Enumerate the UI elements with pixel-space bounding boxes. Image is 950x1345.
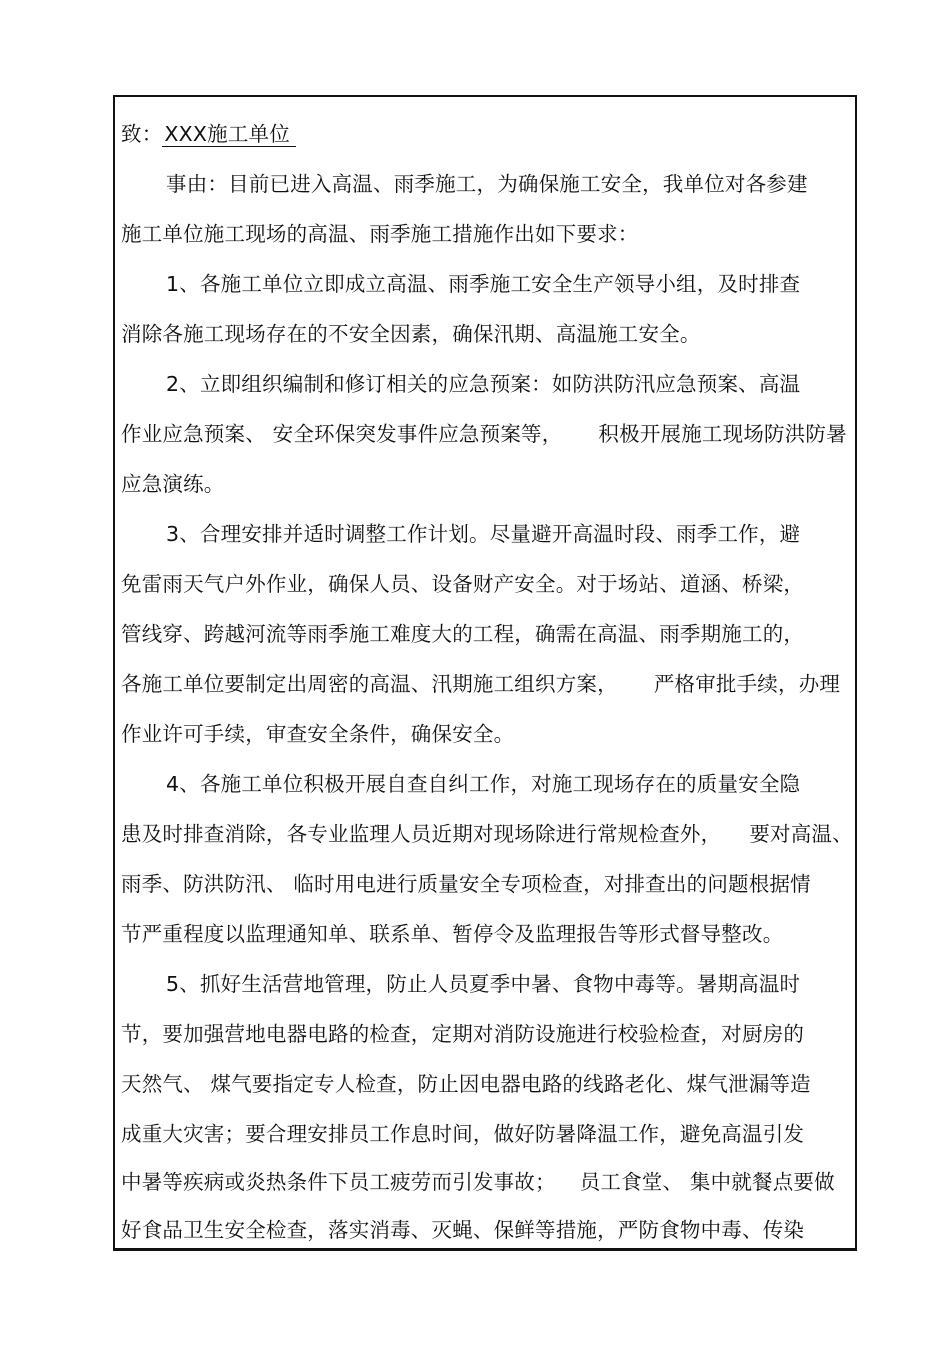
item4-line-4: 节严重程度以监理通知单、联系单、暂停令及监理报告等形式督导整改。: [121, 922, 784, 946]
item5-line-5-part-b: 员工食堂、 集中就餐点要做: [579, 1170, 835, 1194]
item5-line-6: 好食品卫生安全检查，落实消毒、灭蝇、保鲜等措施，严防食物中毒、传染: [121, 1218, 805, 1242]
item4-line-2-part-b: 要对高温、: [749, 822, 853, 846]
addressee-name: XXX施工单位: [162, 122, 296, 147]
item2-line-2-part-a: 作业应急预案、 安全环保突发事件应急预案等，: [121, 422, 563, 446]
reason-line-1: 事由：目前已进入高温、雨季施工，为确保施工安全，我单位对各参建: [166, 172, 808, 196]
item4-line-3: 雨季、防洪防汛、 临时用电进行质量安全专项检查，对排查出的问题根据情: [121, 872, 811, 896]
item5-line-5: [121, 1168, 835, 1196]
item2-line-3: 应急演练。: [121, 472, 225, 496]
item5-line-5-part-a: 中暑等疾病或炎热条件下员工疲劳而引发事故；: [121, 1170, 556, 1194]
item5-line-1: 5、抓好生活营地管理，防止人员夏季中暑、食物中毒等。暑期高温时: [166, 972, 801, 996]
item5-line-3: 天然气、 煤气要指定专人检查，防止因电器电路的线路老化、煤气泄漏等造: [121, 1072, 811, 1096]
item2-line-1: 2、立即组织编制和修订相关的应急预案：如防洪防汛应急预案、高温: [166, 372, 801, 396]
item3-line-2: 免雷雨天气户外作业，确保人员、设备财产安全。对于场站、道涵、桥梁，: [121, 572, 805, 596]
item4-line-2: [121, 820, 853, 848]
item5-line-2: 节，要加强营地电器电路的检查，定期对消防设施进行校验检查，对厨房的: [121, 1022, 805, 1046]
item3-line-4: [121, 670, 840, 698]
item1-line-2: 消除各施工现场存在的不安全因素，确保汛期、高温施工安全。: [121, 322, 701, 346]
addressee-prefix: 致：: [121, 122, 163, 146]
item2-line-2: [121, 420, 847, 448]
item3-line-1: 3、合理安排并适时调整工作计划。尽量避开高温时段、雨季工作，避: [166, 522, 801, 546]
addressee-line: [121, 120, 296, 148]
item3-line-4-part-a: 各施工单位要制定出周密的高温、汛期施工组织方案，: [121, 672, 618, 696]
item3-line-4-part-b: 严格审批手续，办理: [653, 672, 841, 696]
item1-line-1: 1、各施工单位立即成立高温、雨季施工安全生产领导小组，及时排查: [166, 272, 801, 296]
item2-line-2-part-b: 积极开展施工现场防洪防暑: [598, 422, 847, 446]
item5-line-4: 成重大灾害；要合理安排员工作息时间，做好防暑降温工作，避免高温引发: [121, 1122, 805, 1146]
item4-line-1: 4、各施工单位积极开展自查自纠工作，对施工现场存在的质量安全隐: [166, 772, 801, 796]
item4-line-2-part-a: 患及时排查消除，各专业监理人员近期对现场除进行常规检查外，: [121, 822, 722, 846]
reason-line-2: 施工单位施工现场的高温、雨季施工措施作出如下要求：: [121, 222, 639, 246]
item3-line-5: 作业许可手续，审查安全条件，确保安全。: [121, 722, 515, 746]
item3-line-3: 管线穿、跨越河流等雨季施工难度大的工程，确需在高温、雨季期施工的，: [121, 622, 805, 646]
